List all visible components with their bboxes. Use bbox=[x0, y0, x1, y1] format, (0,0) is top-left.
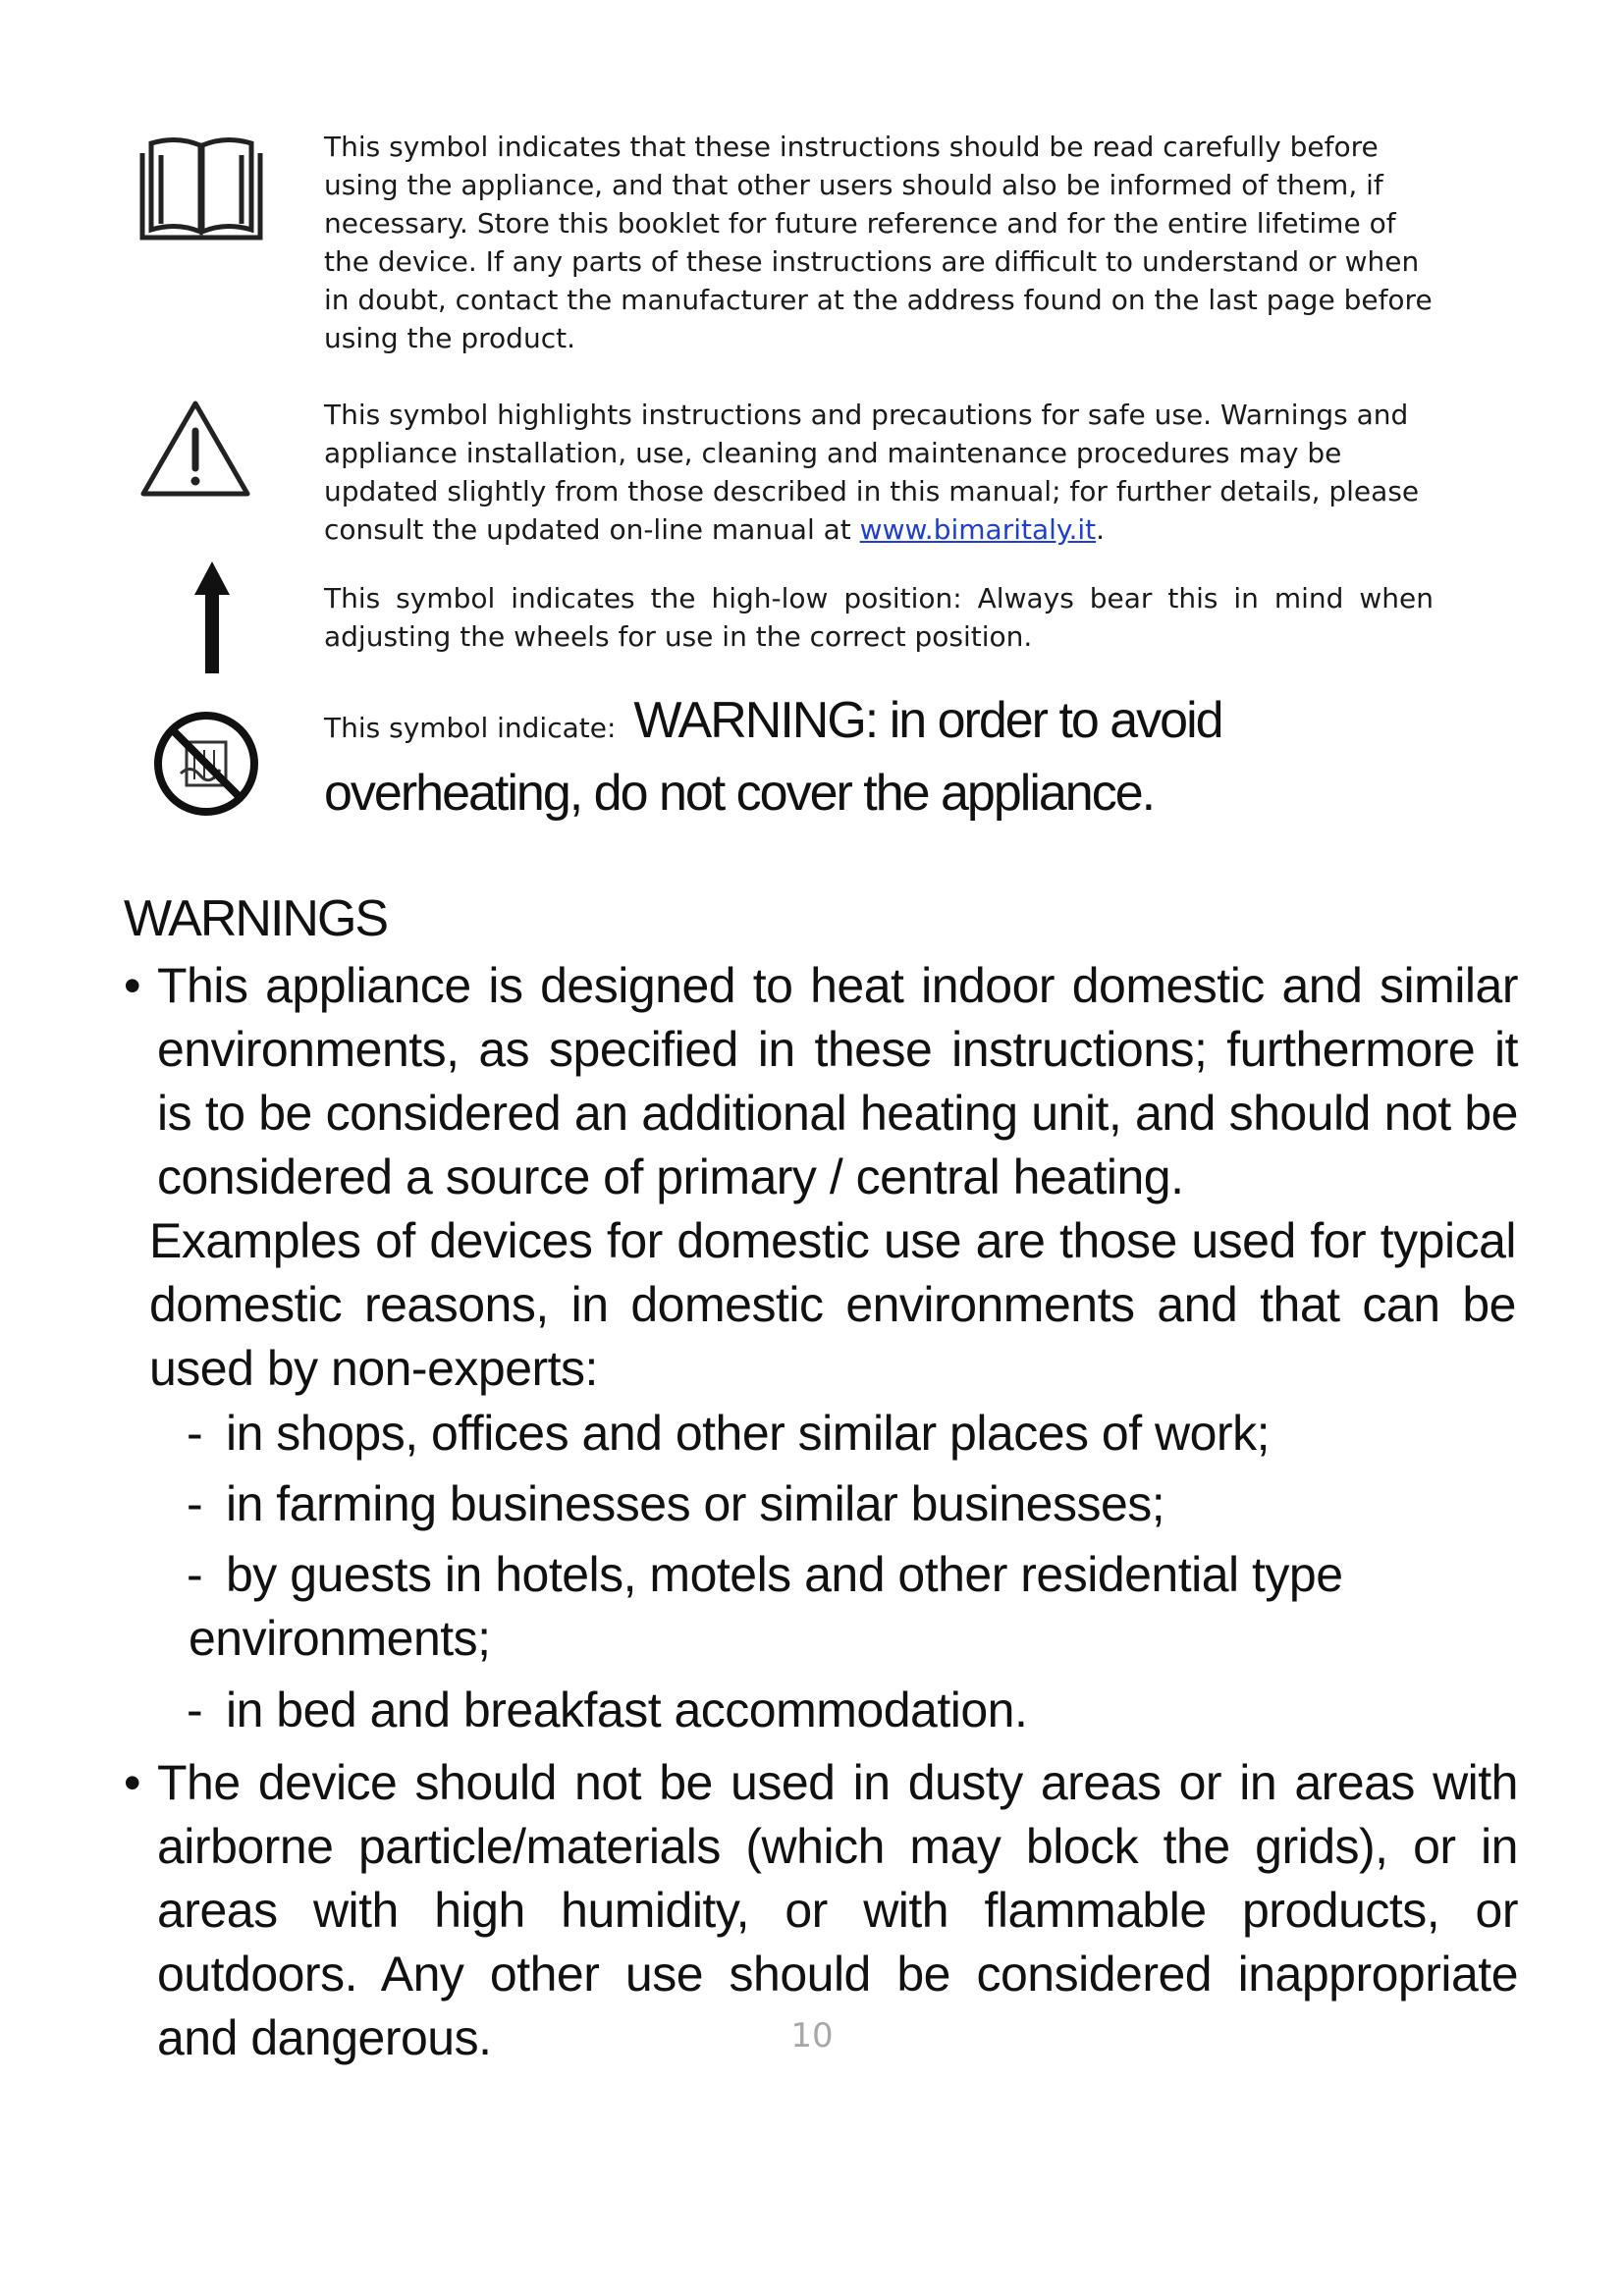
example-item-4 bbox=[187, 1679, 1463, 1742]
cover-warning-line1 bbox=[324, 691, 1404, 750]
dash: - bbox=[187, 1406, 203, 1461]
symbol-description bbox=[324, 396, 1434, 549]
warnings-heading: WARNINGS bbox=[124, 890, 388, 947]
example-item-3 bbox=[187, 1543, 1463, 1607]
read-instructions-text: This symbol indicates that these instructions should be read carefully before using the appliance, and that other users should also be informed of them, if necessary. Store this booklet for future reference and for the entire lifetime of the device. If any parts of these instructions are difficult to understand or when in doubt, contact the manufacturer at the address found on the last page before using the product. bbox=[324, 131, 1433, 354]
safety-text-end: . bbox=[1096, 513, 1106, 546]
warning-triangle-icon bbox=[137, 398, 253, 505]
symbol-description bbox=[324, 128, 1434, 357]
example-text: in bed and breakfast accommodation. bbox=[226, 1682, 1028, 1737]
dash: - bbox=[187, 1547, 203, 1602]
example-text: by guests in hotels, motels and other residential type bbox=[226, 1547, 1343, 1602]
cover-warning-line2: overheating, do not cover the appliance. bbox=[324, 765, 1155, 822]
do-not-cover-icon bbox=[151, 709, 261, 824]
warning-bullet-1 bbox=[124, 954, 1518, 1209]
example-item-2 bbox=[187, 1472, 1463, 1536]
page-number: 10 bbox=[790, 2016, 834, 2056]
example-item-3-continued: environments; bbox=[189, 1611, 491, 1666]
symbol-lead-text: This symbol indicate: bbox=[324, 712, 617, 744]
cover-warning-text: WARNING: in order to avoid bbox=[633, 692, 1222, 749]
safety-text bbox=[324, 396, 1434, 549]
example-item-1 bbox=[187, 1402, 1463, 1466]
examples-paragraph: Examples of devices for domestic use are those used for typical domestic reasons, in domestic environments and that can be used by non-experts: bbox=[149, 1213, 1516, 1396]
safety-text-body: This symbol highlights instructions and precautions for safe use. Warnings and appliance installation, use, cleaning and maintenance procedures may be updated slightly from those described in this manual; for further details, please consult the updated on-line manual at bbox=[324, 399, 1420, 546]
bullet-1-text: This appliance is designed to heat indoor domestic and similar environments, as specified in these instructions; furthermore it is to be considered an additional heating unit, and should not be considered a source of primary / central heating. bbox=[157, 958, 1518, 1204]
high-low-text: This symbol indicates the high-low position: Always bear this in mind when adjusting the wheels for use in the correct position. bbox=[324, 582, 1434, 653]
symbol-description bbox=[324, 579, 1434, 656]
manual-website-link[interactable]: www.bimaritaly.it bbox=[859, 513, 1097, 546]
dash: - bbox=[187, 1476, 203, 1531]
open-book-icon bbox=[137, 135, 265, 248]
dash: - bbox=[187, 1682, 203, 1737]
example-text: in farming businesses or similar businesses; bbox=[226, 1476, 1165, 1531]
bullet-2-text: The device should not be used in dusty areas or in areas with airborne particle/materials (which may block the grids), or in areas with high humidity, or with flammable products, or outdoors. Any other use should be considered inappropriate and dangerous. bbox=[157, 1755, 1518, 2065]
bullet-dot: • bbox=[124, 1755, 141, 1810]
bullet-dot: • bbox=[124, 958, 141, 1013]
example-text: in shops, offices and other similar places of work; bbox=[226, 1406, 1270, 1461]
up-arrow-icon bbox=[192, 561, 232, 678]
